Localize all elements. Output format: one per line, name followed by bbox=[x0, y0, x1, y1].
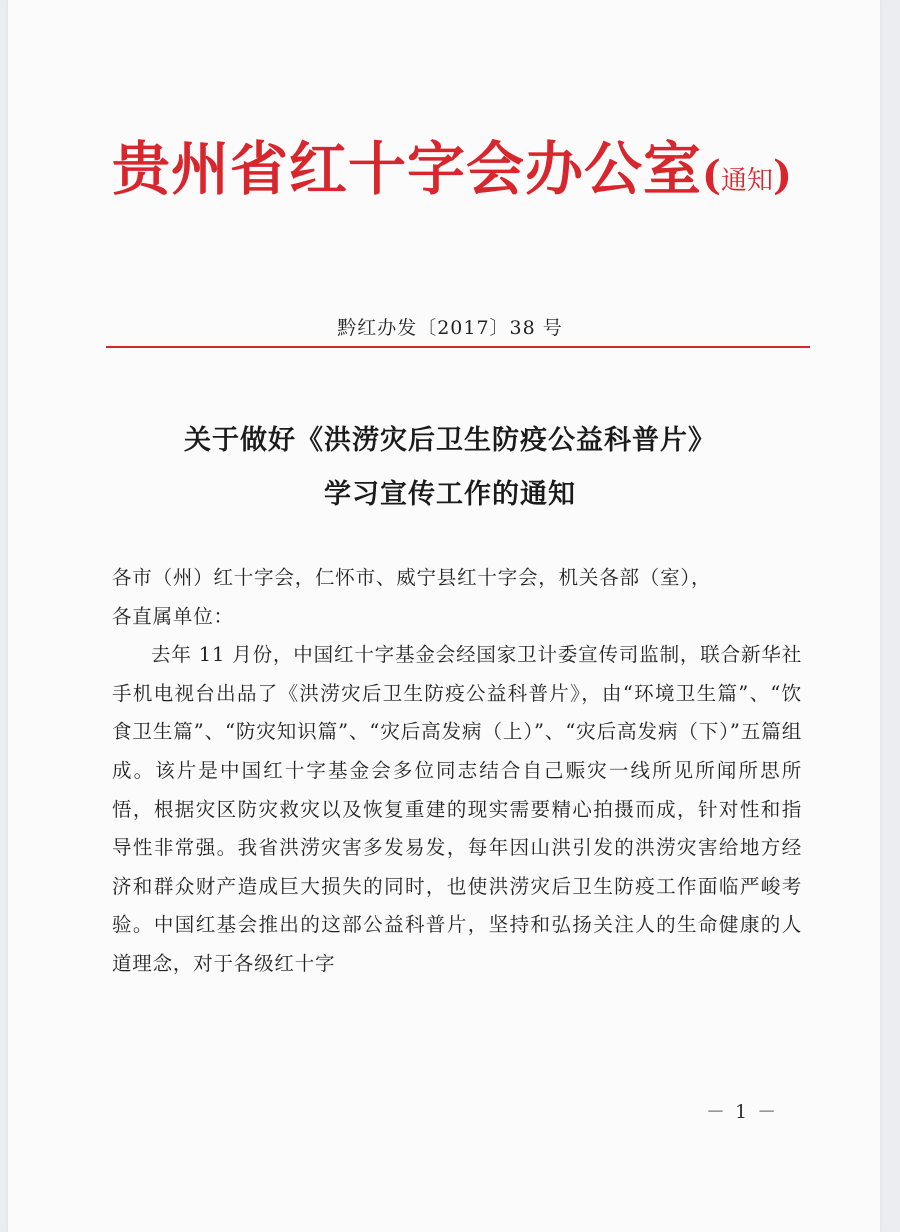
page-number: － 1 － bbox=[706, 1101, 779, 1123]
recipients-line-2: 各直属单位： bbox=[112, 604, 234, 628]
recipients-line-1: 各市（州）红十字会，仁怀市、威宁县红十字会，机关各部（室）， bbox=[112, 566, 712, 589]
paren-open: ( bbox=[702, 152, 721, 199]
issuer-name: 贵州省红十字会办公室 bbox=[112, 135, 703, 203]
letterhead bbox=[112, 122, 792, 206]
paren-close: ) bbox=[772, 152, 792, 199]
document-number: 黔红办发〔2017〕38 号 bbox=[337, 317, 563, 339]
title-line-1: 关于做好《洪涝灾后卫生防疫公益科普片》 bbox=[184, 425, 716, 456]
body-text bbox=[112, 559, 802, 984]
title-line-2: 学习宣传工作的通知 bbox=[324, 479, 576, 510]
red-divider bbox=[106, 346, 810, 348]
notice-label: 通知 bbox=[720, 166, 773, 196]
body-paragraph: 去年 11 月份，中国红十字基金会经国家卫计委宣传司监制，联合新华社手机电视台出品了《洪涝灾后卫生防疫公益科普片》，由“环境卫生篇”、“饮食卫生篇”、“防灾知识篇”、“灾后高发病（上）”、“灾后高发病（下）”五篇组成。该片是中国红十字基金会多位同志结合自己赈灾一线所见所闻所思所悟，根据灾区防灾救灾以及恢复重建的现实需要精心拍摄而成，针对性和指导性非常强。我省洪涝灾害多发易发，每年因山洪引发的洪涝灾害给地方经济和群众财产造成巨大损失的同时，也使洪涝灾后卫生防疫工作面临严峻考验。中国红基会推出的这部公益科普片，坚持和弘扬关注人的生命健康的人道理念，对于各级红十字 bbox=[112, 643, 802, 975]
